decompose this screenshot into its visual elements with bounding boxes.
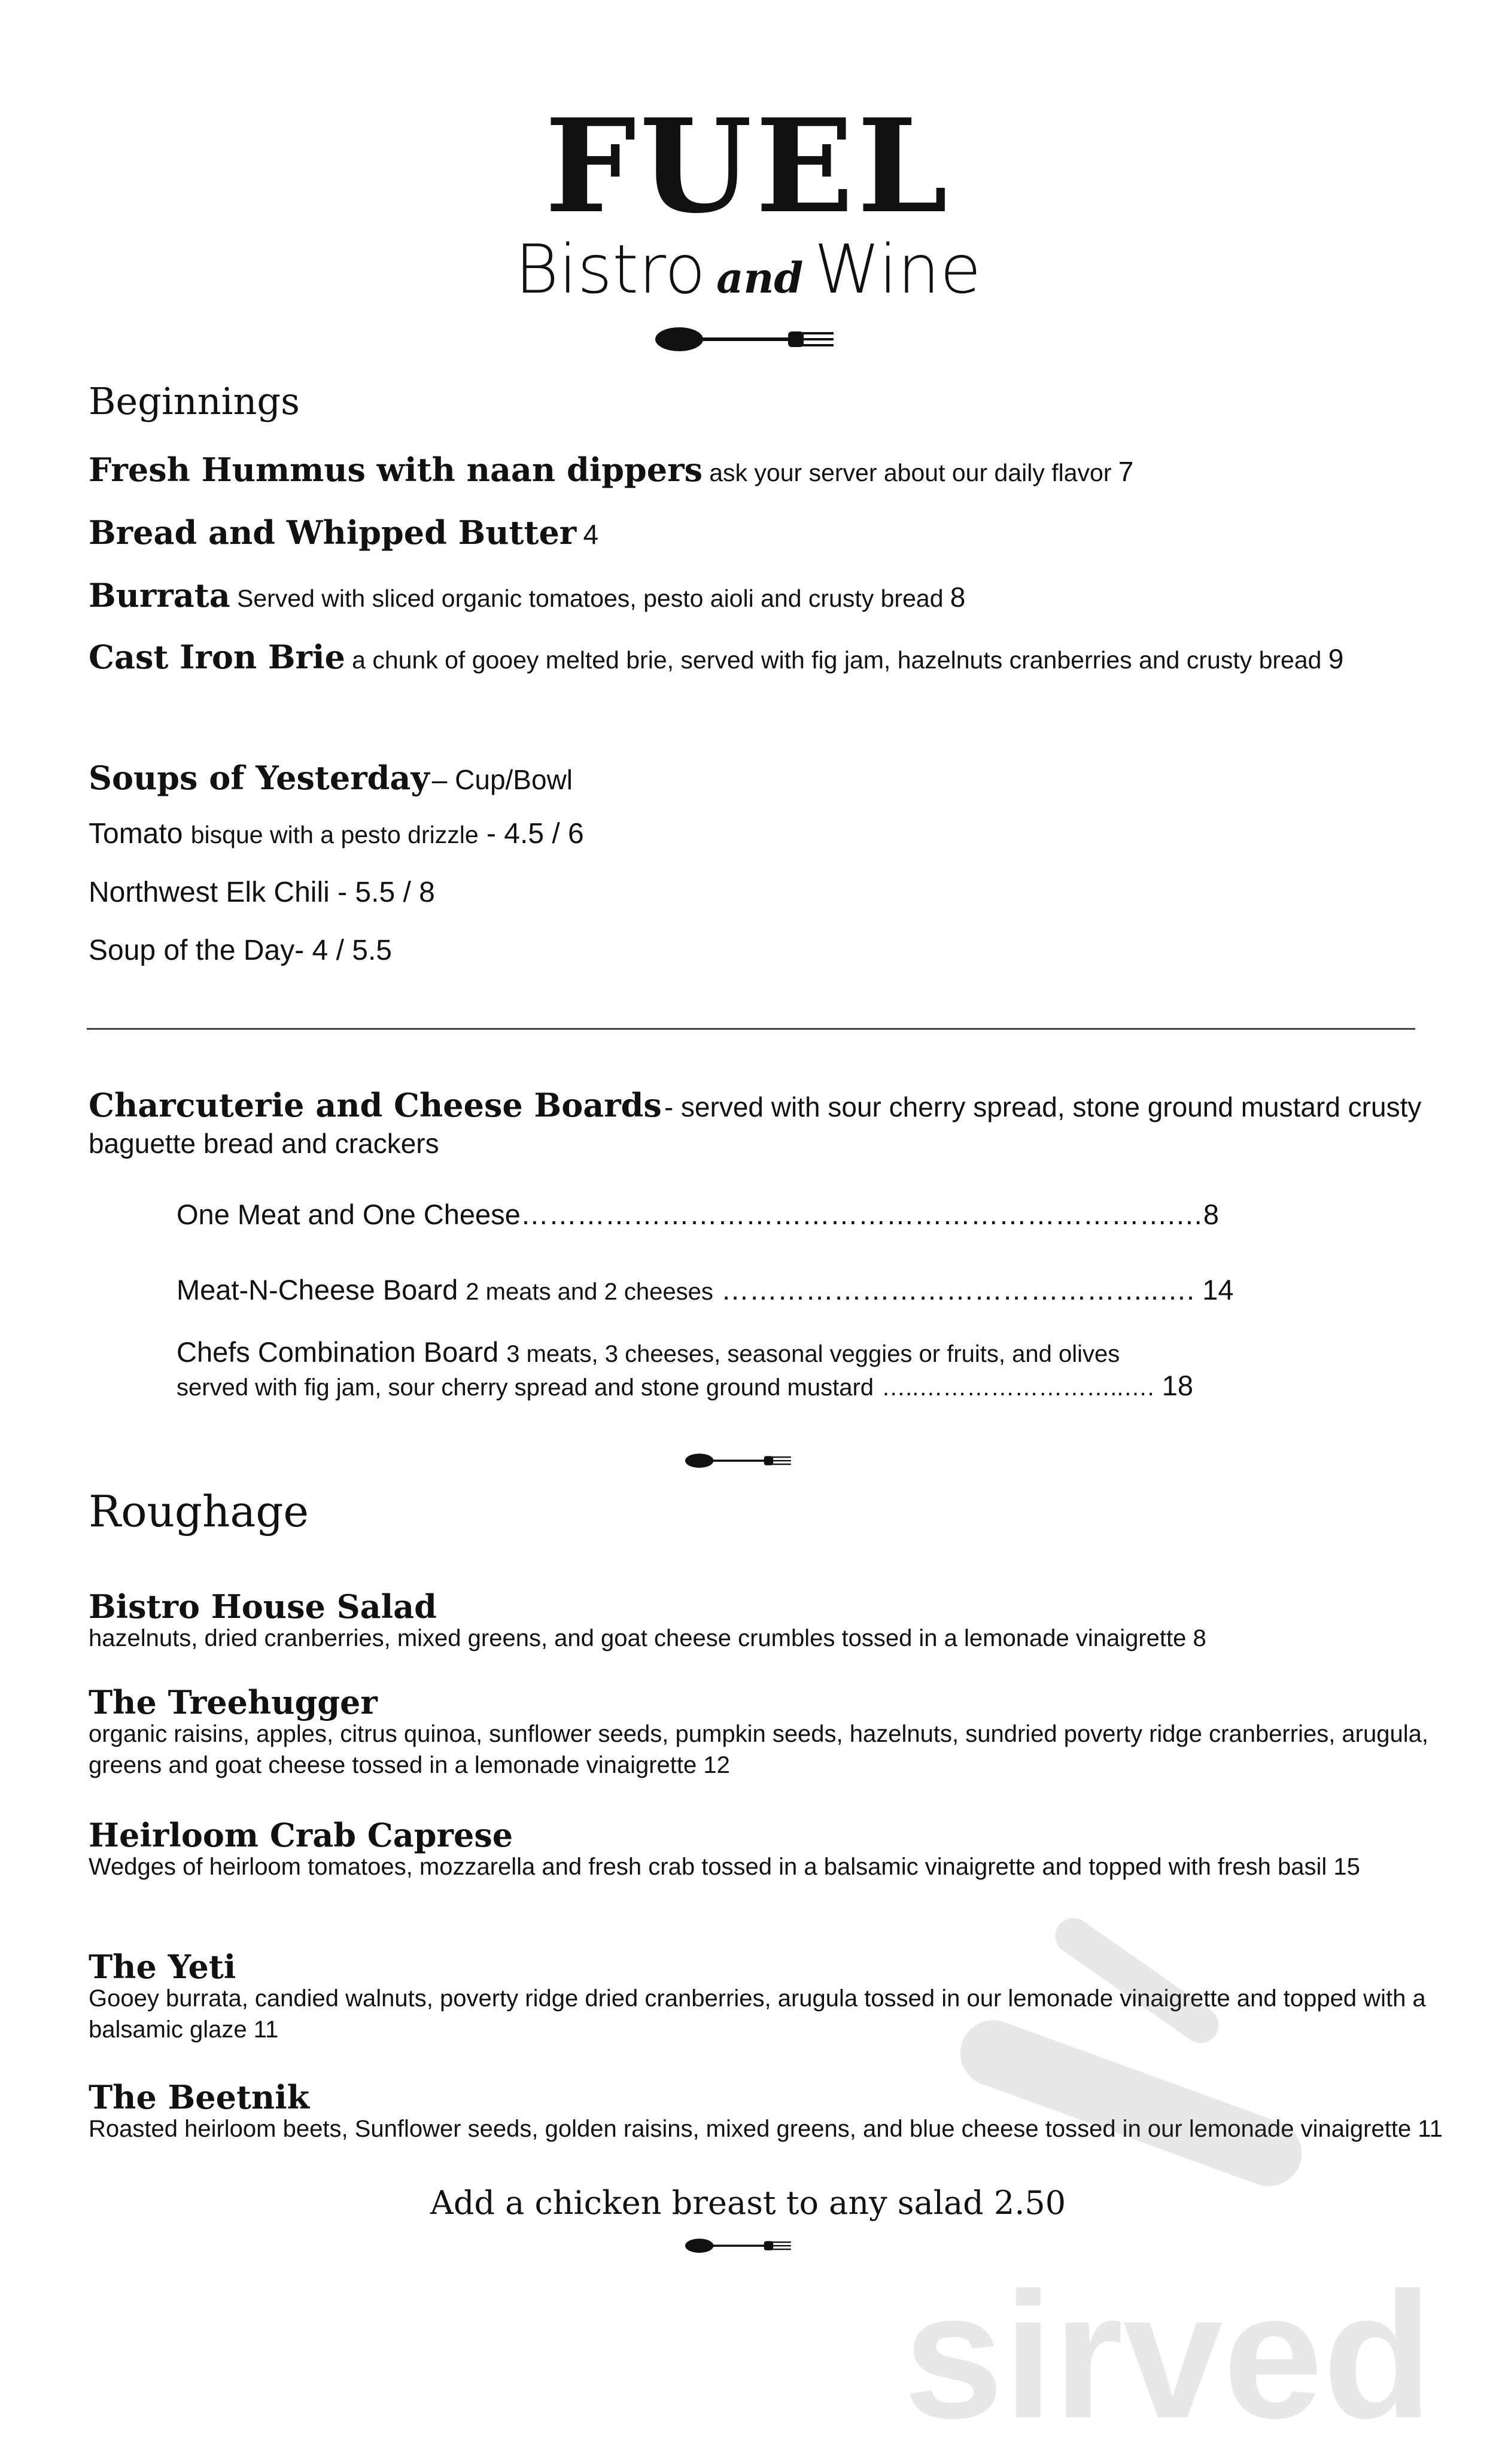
board-detail: 2 meats and 2 cheeses	[466, 1279, 713, 1305]
board-dots: …..……………………..….	[881, 1374, 1154, 1401]
salad-desc: Roasted heirloom beets, Sunflower seeds, golden raisins, mixed greens, and blue cheese tossed in our lemonade vinaigrette 11	[89, 2116, 1443, 2142]
watermark-fork-icon	[1048, 1915, 1226, 2050]
board-detail: 3 meats, 3 cheeses, seasonal veggies or fruits, and olives	[506, 1341, 1120, 1367]
fork-spoon-icon	[685, 1451, 792, 1471]
board-item	[177, 1198, 1219, 1231]
salad-item	[89, 1816, 1465, 1882]
salad-addon: Add a chicken breast to any salad 2.50	[430, 2184, 1066, 2222]
salad-desc: Wedges of heirloom tomatoes, mozzarella and fresh crab tossed in a balsamic vinaigrette and topped with fresh basil 15	[89, 1854, 1360, 1880]
item-name: Burrata	[89, 576, 230, 615]
board-name: Meat-N-Cheese Board	[177, 1274, 458, 1306]
board-detail-2: served with fig jam, sour cherry spread and stone ground mustard	[177, 1374, 874, 1401]
board-price: 8	[1203, 1198, 1220, 1230]
tagline-and: and	[716, 253, 804, 303]
sirved-watermark	[880, 1915, 1478, 2441]
salad-name: The Treehugger	[89, 1683, 378, 1721]
boards-header	[89, 1084, 1429, 1162]
menu-item	[89, 513, 598, 553]
watermark-text: sirved	[904, 2255, 1433, 2441]
board-price: 18	[1161, 1370, 1194, 1402]
board-price: 14	[1202, 1274, 1234, 1306]
salad-name: The Beetnik	[89, 2078, 310, 2116]
board-dots: ………………………………………..….	[720, 1274, 1195, 1306]
watermark-spoon-icon	[951, 2011, 1310, 2196]
soup-desc: bisque with a pesto drizzle	[190, 821, 479, 848]
fork-spoon-icon	[685, 2236, 792, 2256]
boards-title: Charcuterie and Cheese Boards	[89, 1086, 662, 1124]
menu-item	[89, 637, 1343, 678]
soup-item	[89, 820, 584, 848]
salad-desc: organic raisins, apples, citrus quinoa, sunflower seeds, pumpkin seeds, hazelnuts, sundried poverty ridge cranberries, arugula, greens and goat cheese tossed in a lemonade vinaigrette 12	[89, 1721, 1428, 1778]
menu-item	[89, 450, 1133, 491]
section-title-beginnings: Beginnings	[89, 379, 300, 423]
restaurant-tagline	[0, 231, 1496, 309]
soup-price: - 4.5 / 6	[486, 818, 584, 850]
item-price: 8	[950, 582, 966, 613]
menu-item	[89, 576, 965, 616]
boards-desc: - served with sour cherry spread, stone ground mustard crusty	[664, 1091, 1422, 1123]
salad-name: Heirloom Crab Caprese	[89, 1816, 513, 1854]
salad-name: Bistro House Salad	[89, 1587, 437, 1626]
item-price: 7	[1118, 456, 1134, 487]
board-dots: …………………………………………………………….…	[520, 1198, 1203, 1230]
soup-item: Soup of the Day- 4 / 5.5	[89, 935, 392, 966]
soup-name: Tomato	[89, 818, 183, 850]
salad-item	[89, 1587, 1465, 1654]
boards-desc-2: baguette bread and crackers	[89, 1128, 439, 1160]
item-desc: ask your server about our daily flavor	[709, 459, 1112, 486]
soups-title: Soups of Yesterday	[89, 759, 430, 797]
salad-desc: Gooey burrata, candied walnuts, poverty ridge dried cranberries, arugula tossed in our lemonade vinaigrette and topped with a balsamic glaze 11	[89, 1985, 1426, 2043]
board-item	[177, 1273, 1233, 1307]
salad-desc: hazelnuts, dried cranberries, mixed greens, and goat cheese crumbles tossed in a lemonade vinaigrette 8	[89, 1625, 1206, 1651]
section-title-roughage: Roughage	[89, 1486, 309, 1537]
board-name: Chefs Combination Board	[177, 1336, 499, 1368]
section-title-soups	[89, 759, 573, 797]
board-item	[177, 1336, 1193, 1403]
section-divider	[87, 1028, 1415, 1030]
salad-item	[89, 1683, 1465, 1781]
restaurant-name: FUEL	[545, 90, 951, 242]
item-desc: a chunk of gooey melted brie, served with fig jam, hazelnuts cranberries and crusty bread	[352, 646, 1322, 674]
board-name: One Meat and One Cheese	[177, 1198, 521, 1230]
item-price: 4	[583, 519, 599, 550]
tagline-bistro: Bistro	[515, 231, 706, 309]
item-name: Cast Iron Brie	[89, 638, 345, 676]
item-price: 9	[1328, 643, 1344, 674]
fork-spoon-icon	[655, 323, 835, 356]
salad-name: The Yeti	[89, 1948, 236, 1986]
soups-subtitle: – Cup/Bowl	[431, 764, 573, 795]
item-name: Fresh Hummus with naan dippers	[89, 451, 703, 489]
soup-item: Northwest Elk Chili - 5.5 / 8	[89, 877, 435, 908]
item-name: Bread and Whipped Butter	[89, 513, 577, 552]
tagline-wine: Wine	[814, 231, 981, 309]
item-desc: Served with sliced organic tomatoes, pesto aioli and crusty bread	[236, 585, 944, 612]
